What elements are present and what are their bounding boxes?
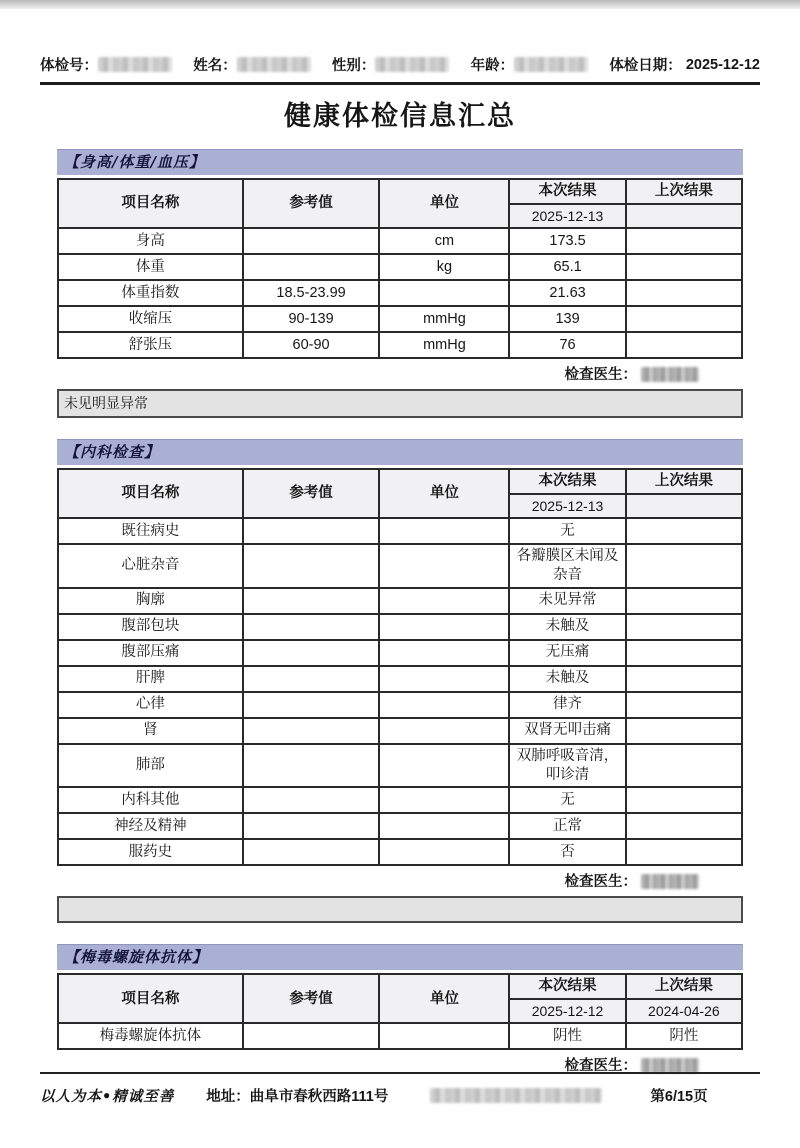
table-cell: 梅毒螺旋体抗体	[58, 1023, 243, 1049]
section-remark: 未见明显异常	[57, 389, 743, 418]
table-cell	[626, 254, 742, 280]
table-cell: 各瓣膜区未闻及杂音	[509, 544, 625, 588]
table-cell: 收缩压	[58, 306, 243, 332]
photo-top-edge	[0, 0, 800, 9]
table-cell	[379, 1023, 509, 1049]
table-cell: 肾	[58, 718, 243, 744]
table-cell: 无	[509, 787, 625, 813]
table-cell	[243, 692, 380, 718]
table-cell: 阴性	[509, 1023, 625, 1049]
table-cell	[243, 718, 380, 744]
table-cell	[626, 744, 742, 788]
table-row	[58, 666, 742, 692]
table-cell: 内科其他	[58, 787, 243, 813]
table-cell: 服药史	[58, 839, 243, 865]
table-header-row	[58, 179, 742, 204]
table-cell	[243, 614, 380, 640]
previous-result-date	[626, 204, 742, 228]
section-heading: 【身高/体重/血压】	[57, 149, 743, 175]
table-cell: 未见异常	[509, 588, 625, 614]
table-cell: 双肺呼吸音清，叩诊清	[509, 744, 625, 788]
table-cell	[626, 588, 742, 614]
table-cell	[243, 839, 380, 865]
table-row	[58, 839, 742, 865]
previous-result-date: 2024-04-26	[626, 999, 742, 1023]
table-cell	[243, 666, 380, 692]
results-table	[57, 178, 743, 359]
address-value: 曲阜市春秋西路111号	[249, 1089, 389, 1105]
table-cell	[626, 787, 742, 813]
col-header-reference: 参考值	[243, 179, 380, 228]
section-heading: 【梅毒螺旋体抗体】	[57, 944, 743, 970]
table-row	[58, 544, 742, 588]
table-cell	[626, 718, 742, 744]
table-cell: 肺部	[58, 744, 243, 788]
table-cell: 律齐	[509, 692, 625, 718]
redacted-gender	[375, 57, 449, 72]
header-divider	[40, 82, 760, 85]
footer-motto: 以人为本•精诚至善	[40, 1088, 175, 1105]
exam-number-field	[40, 54, 172, 75]
table-row	[58, 518, 742, 544]
section-internal-medicine	[57, 439, 743, 923]
document-page	[0, 54, 800, 1074]
doctor-label: 检查医生：	[564, 1058, 637, 1075]
name-field	[193, 54, 311, 75]
redacted-doctor-name	[641, 874, 699, 889]
table-header-row	[58, 974, 742, 999]
exam-date-field	[609, 54, 760, 75]
table-cell	[243, 254, 380, 280]
table-row	[58, 692, 742, 718]
col-header-unit: 单位	[379, 469, 509, 518]
table-cell: 正常	[509, 813, 625, 839]
table-cell: 否	[509, 839, 625, 865]
table-cell: mmHg	[379, 306, 509, 332]
table-cell	[243, 1023, 380, 1049]
table-row	[58, 787, 742, 813]
table-cell	[243, 787, 380, 813]
table-cell	[626, 692, 742, 718]
gender-field	[332, 54, 450, 75]
results-table	[57, 468, 743, 866]
redacted-exam-number	[98, 57, 172, 72]
table-cell	[379, 839, 509, 865]
col-header-unit: 单位	[379, 179, 509, 228]
table-cell	[243, 228, 380, 254]
table-cell	[626, 614, 742, 640]
table-cell	[626, 518, 742, 544]
table-cell: 76	[509, 332, 625, 358]
doctor-label: 检查医生：	[564, 367, 637, 384]
table-cell	[379, 614, 509, 640]
table-cell: 60-90	[243, 332, 380, 358]
address-label: 地址：	[206, 1089, 250, 1105]
patient-info-row	[40, 54, 760, 75]
table-cell	[379, 666, 509, 692]
table-cell	[626, 332, 742, 358]
table-cell: 腹部压痛	[58, 640, 243, 666]
table-row	[58, 640, 742, 666]
section-heading: 【内科检查】	[57, 439, 743, 465]
section-height-weight-bp	[57, 149, 743, 418]
section-syphilis-antibody	[57, 944, 743, 1074]
table-cell	[379, 692, 509, 718]
table-row	[58, 280, 742, 306]
table-cell: 腹部包块	[58, 614, 243, 640]
age-field	[471, 54, 589, 75]
table-cell: 肝脾	[58, 666, 243, 692]
col-header-item: 项目名称	[58, 469, 243, 518]
table-cell	[379, 744, 509, 788]
col-header-reference: 参考值	[243, 469, 380, 518]
table-cell	[379, 518, 509, 544]
footer-divider	[40, 1072, 760, 1074]
table-cell	[626, 280, 742, 306]
table-cell	[243, 744, 380, 788]
table-row	[58, 1023, 742, 1049]
table-cell	[379, 544, 509, 588]
table-cell: 65.1	[509, 254, 625, 280]
table-cell: 体重	[58, 254, 243, 280]
table-cell: 双肾无叩击痛	[509, 718, 625, 744]
section-remark	[57, 896, 743, 923]
col-header-previous: 上次结果	[626, 469, 742, 494]
footer-address	[206, 1085, 388, 1106]
table-row	[58, 254, 742, 280]
table-cell	[243, 588, 380, 614]
table-cell	[626, 640, 742, 666]
table-cell: 既往病史	[58, 518, 243, 544]
table-cell: 体重指数	[58, 280, 243, 306]
table-header-row	[58, 469, 742, 494]
table-cell	[379, 640, 509, 666]
col-header-unit: 单位	[379, 974, 509, 1023]
current-result-date: 2025-12-12	[509, 999, 625, 1023]
table-cell: 未触及	[509, 614, 625, 640]
results-table	[57, 973, 743, 1050]
table-cell: 173.5	[509, 228, 625, 254]
current-result-date: 2025-12-13	[509, 204, 625, 228]
table-row	[58, 744, 742, 788]
table-cell: 胸廓	[58, 588, 243, 614]
redacted-phone	[430, 1088, 602, 1103]
table-row	[58, 718, 742, 744]
page-number: 第6/15页	[650, 1089, 708, 1105]
table-cell	[626, 666, 742, 692]
col-header-item: 项目名称	[58, 179, 243, 228]
table-cell: 18.5-23.99	[243, 280, 380, 306]
current-result-date: 2025-12-13	[509, 494, 625, 518]
table-cell: 90-139	[243, 306, 380, 332]
doctor-signature-line	[57, 870, 743, 890]
table-cell: 无	[509, 518, 625, 544]
table-cell	[243, 640, 380, 666]
table-cell	[626, 306, 742, 332]
table-cell	[626, 839, 742, 865]
table-cell	[379, 718, 509, 744]
table-cell	[243, 544, 380, 588]
exam-date-value: 2025-12-12	[685, 56, 760, 73]
redacted-doctor-name	[641, 367, 699, 382]
exam-date-label: 体检日期：	[609, 58, 682, 74]
table-cell: 舒张压	[58, 332, 243, 358]
footer-row	[40, 1085, 760, 1106]
redacted-name	[237, 57, 311, 72]
col-header-previous: 上次结果	[626, 179, 742, 204]
table-cell: 心律	[58, 692, 243, 718]
table-cell: 身高	[58, 228, 243, 254]
table-cell	[243, 813, 380, 839]
table-cell	[626, 813, 742, 839]
doctor-label: 检查医生：	[564, 874, 637, 891]
doctor-signature-line	[57, 363, 743, 383]
table-cell	[243, 518, 380, 544]
table-cell	[379, 813, 509, 839]
col-header-previous: 上次结果	[626, 974, 742, 999]
table-row	[58, 228, 742, 254]
table-cell: 21.63	[509, 280, 625, 306]
table-cell: 心脏杂音	[58, 544, 243, 588]
table-cell	[379, 787, 509, 813]
redacted-age	[514, 57, 588, 72]
table-row	[58, 614, 742, 640]
col-header-current: 本次结果	[509, 469, 625, 494]
table-cell: 139	[509, 306, 625, 332]
table-cell	[379, 280, 509, 306]
col-header-current: 本次结果	[509, 179, 625, 204]
table-row	[58, 813, 742, 839]
page-title: 健康体检信息汇总	[284, 101, 516, 131]
table-cell: 未触及	[509, 666, 625, 692]
col-header-current: 本次结果	[509, 974, 625, 999]
table-cell: 无压痛	[509, 640, 625, 666]
table-cell	[626, 544, 742, 588]
table-cell: cm	[379, 228, 509, 254]
table-cell: 阴性	[626, 1023, 742, 1049]
table-cell: mmHg	[379, 332, 509, 358]
table-cell	[626, 228, 742, 254]
page-footer	[40, 1072, 760, 1106]
name-label: 姓名：	[193, 58, 237, 74]
table-cell	[379, 588, 509, 614]
exam-number-label: 体检号：	[40, 58, 98, 74]
col-header-reference: 参考值	[243, 974, 380, 1023]
table-row	[58, 588, 742, 614]
table-row	[58, 306, 742, 332]
table-cell: kg	[379, 254, 509, 280]
table-cell: 神经及精神	[58, 813, 243, 839]
previous-result-date	[626, 494, 742, 518]
gender-label: 性别：	[331, 58, 376, 74]
age-label: 年龄：	[470, 58, 515, 74]
col-header-item: 项目名称	[58, 974, 243, 1023]
table-row	[58, 332, 742, 358]
